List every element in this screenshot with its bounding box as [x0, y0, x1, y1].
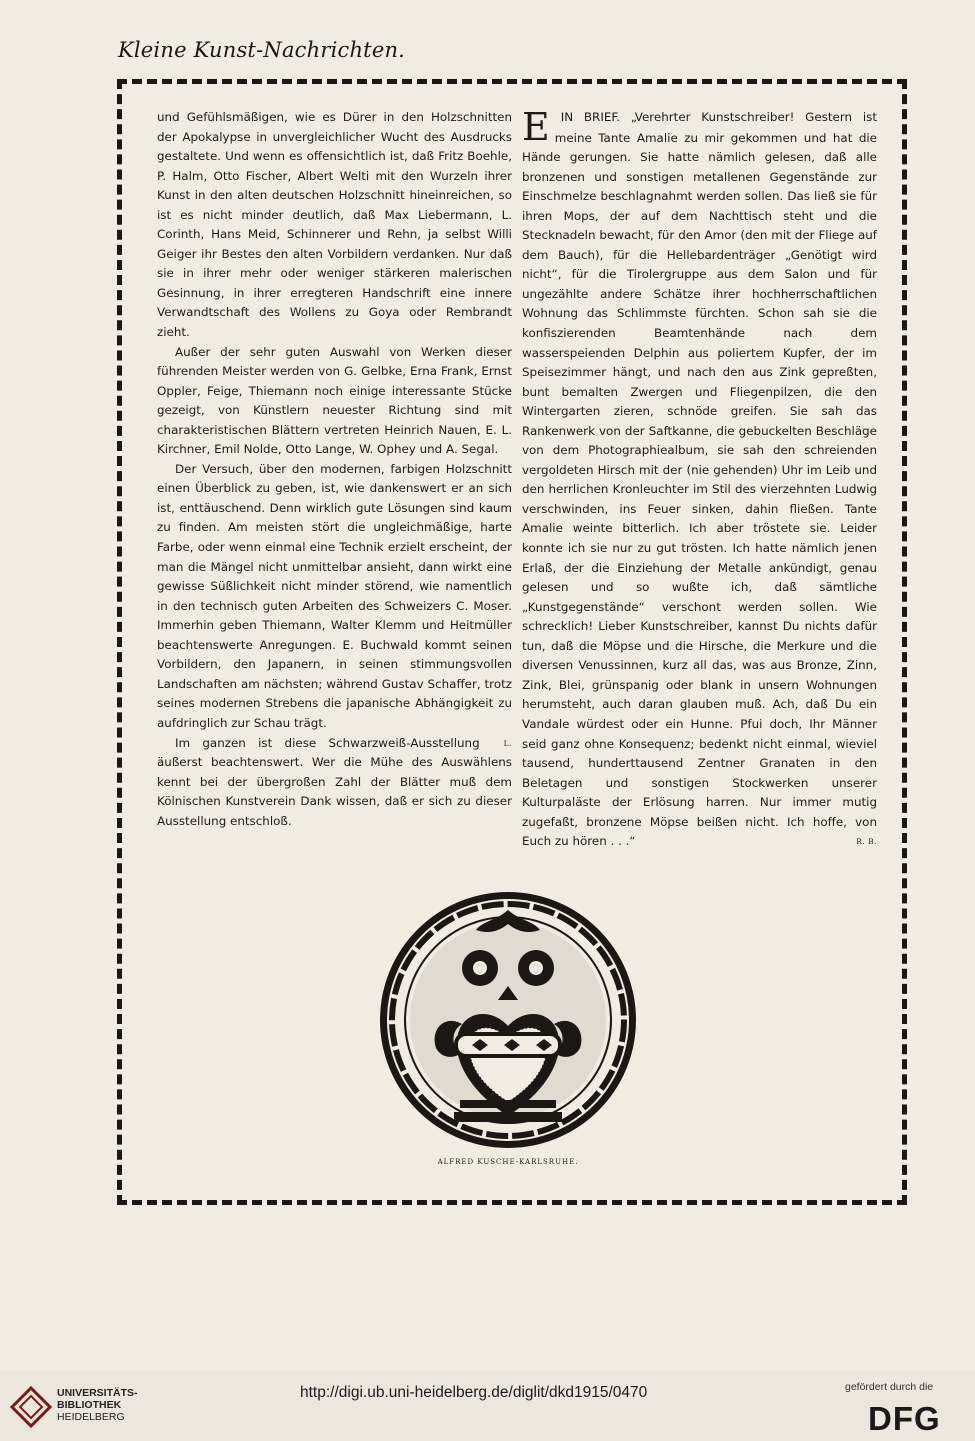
- library-line-2: BIBLIOTHEK: [57, 1399, 122, 1411]
- paragraph-text: Im ganzen ist diese Schwarzweiß-Ausstellung äußerst beachtenswert. Wer die Mühe des Auswählens kennt bei der übergroßen Zahl der Blätter muß dem Kölnischen Kunstverein Dank wissen, daß er sich zu dieser Ausstellung entschloß.: [157, 735, 512, 828]
- paragraph: Der Versuch, über den modernen, farbigen Holzschnitt einen Überblick zu geben, ist, wie dankenswert er an sich ist, enttäuschend. Denn wirklich gute Lösungen sind kaum zu finden. Am meisten stört die ungleichmäßige, harte Farbe, oder wenn einmal eine Technik erzielt erscheint, der man die Mängel nicht unmittelbar ansieht, dann wirkt eine gewisse Süßlichkeit nicht minder störend, wie namentlich in den technisch guten Arbeiten des Schweizers C. Moser. Immerhin geben Thiemann, Walter Klemm und Heitmüller beachtenswerte Anregungen. E. Buchwald kommt seinen Vorbildern, den Japanern, in seinen stimmungsvollen Landschaften am nächsten; während Gustav Schaffer, trotz seines modernen Strebens die japanische Abhängigkeit zu aufdringlich zur Schau trägt.: [157, 461, 512, 730]
- paragraph: [157, 734, 512, 832]
- library-line-3: HEIDELBERG: [57, 1411, 125, 1423]
- page-title: Kleine Kunst-Nachrichten.: [118, 38, 406, 62]
- library-line-1: UNIVERSITÄTS-: [57, 1387, 138, 1399]
- right-text-column: [522, 105, 877, 852]
- library-name: [57, 1387, 138, 1423]
- illustration-caption: ALFRED KUSCHE-KARLSRUHE.: [437, 1158, 579, 1166]
- signature-l: L.: [503, 738, 512, 748]
- funded-by-label: gefördert durch die: [845, 1381, 934, 1393]
- paragraph-text: IN BRIEF. „Verehrter Kunstschreiber! Gestern ist meine Tante Amalie zu mir gekommen und hat die Hände gerungen. Sie hatte nämlich gelesen, daß alle bronzenen und sonstigen metallenen Gegenstände zur Einschmelze beschlagnahmt werden sollen. Das ließ sie für ihren Mops, der auf dem Nachttisch steht und die Stecknadeln bewacht, für den Amor (den mit der Fliege auf dem Bauch), für die Hellebardenträger „Genötigt wird nicht“, für die Tirolergruppe aus dem Salon und für ungezählte andere Schätze ihrer hochherrschaftlichen Wohnung das Schlimmste fürchten. Schon sah sie die konfiszierenden Beamtenhände nach dem wasserspeienden Delphin aus poliertem Kupfer, der im Speisezimmer hängt, und nach den aus Zink gepreßten, bunt bemalten Zwergen und Fliegenpilzen, die den Wintergarten zieren, schnöde greifen. Sie sah das Rankenwerk von der Saftkanne, die gebuckelten Beschläge von dem Photographiealbum, sie sah den schreienden vergoldeten Hirsch mit der (nie gehenden) Uhr im Leib und den herrlichen Kronleuchter im Stil des vierzehnten Ludwig verschwinden, ins Feuer sinken, dahin fließen. Tante Amalie weinte bitterlich. Ich aber tröstete sie. Leider konnte ich sie nur zu gut trösten. Ich hatte nämlich jenen Erlaß, der die Einziehung der Metalle ankündigt, genau gelesen und so wußte ich, daß sämtliche „Kunstgegenstände“ verschont werden sollen. Wie schrecklich! Lieber Kunstschreiber, kannst Du nichts dafür tun, daß die Möpse und die Hirsche, die Merkure und die diversen Venussinnen, kurz all das, was aus Bronze, Zinn, Zink, Blei, grünspanig oder blank in unsern Wohnungen herumsteht, auch daran glauben muß. Ach, daß Du ein Vandale würdest oder ein Hunne. Pfui doch, Ihr Männer seid ganz ohne Konsequenz; bedenkt nicht einmal, wieviel tausend, hunderttausend Zentner Granaten in den Beletagen und sonstigen Stockwerken unserer Kulturpaläste der Erlösung harren. Nur immer mutig zugefaßt, bronzene Möpse beißen nicht. Ich hoffe, von Euch zu hören . . .“: [522, 110, 877, 849]
- dfg-logo: DFG: [868, 1400, 941, 1437]
- paragraph: und Gefühlsmäßigen, wie es Dürer in den Holzschnitten der Apokalypse in unvergleichlicher Wucht des Ausdrucks gestaltete. Und wenn es offensichtlich ist, daß Fritz Boehle, P. Halm, Otto Fischer, Albert Welti mit den Wurzeln ihrer Kunst in den alten deutschen Holzschnitt hineinreichen, so ist es nicht minder deutlich, daß Max Liebermann, L. Corinth, Hans Meid, Schinnerer und Rehn, ja selbst Willi Geiger ihr Bestes den alten Vorbildern verdanken. Nur daß sie in ihrer mehr oder weniger stärkeren malerischen Gesinnung, in ihrer erregteren Handschrift eine innere Verwandtschaft des Wollens zu Goya oder Rembrandt zieht.: [157, 110, 512, 340]
- footer-bar: [0, 1371, 975, 1441]
- paragraph: [522, 105, 877, 852]
- drop-cap: E: [522, 105, 550, 149]
- source-url-link[interactable]: http://digi.ub.uni-heidelberg.de/diglit/dkd1915/0470: [300, 1384, 648, 1401]
- library-logo-icon: [10, 1386, 52, 1428]
- left-text-column: [157, 108, 512, 831]
- paragraph: Außer der sehr guten Auswahl von Werken dieser führenden Meister werden von G. Gelbke, Erna Frank, Ernst Oppler, Feige, Thiemann noch einige interessante Stücke gezeigt, von Künstlern neuester Richtung sind mit charakteristischen Blättern vertreten Heinrich Nauen, E. L. Kirchner, Emil Nolde, Otto Lange, W. Ophey und A. Segal.: [157, 344, 512, 457]
- woodcut-ornament-illustration: [376, 888, 640, 1152]
- signature-rb: R. B.: [856, 837, 877, 847]
